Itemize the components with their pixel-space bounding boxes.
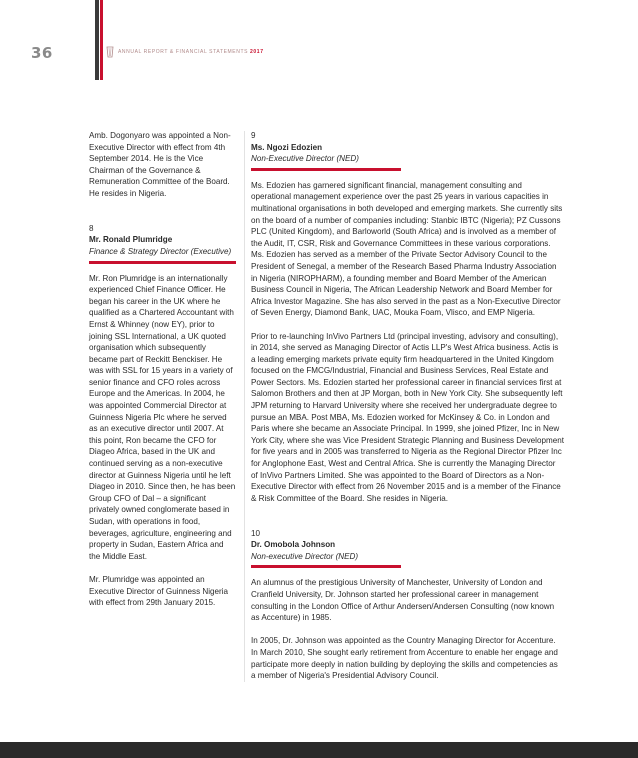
entry-number: 10 <box>251 528 261 538</box>
header-red-bar <box>100 0 103 80</box>
entry-role: Non-executive Director (NED) <box>251 551 359 561</box>
guinness-harp-icon <box>106 46 114 58</box>
entry-name: Mr. Ronald Plumridge <box>89 235 173 245</box>
entry-name: Ms. Ngozi Edozien <box>251 142 323 152</box>
entry-number: 9 <box>251 131 256 140</box>
intro-paragraph: Amb. Dogonyaro was appointed a Non-Executive Director with effect from 4th September 2014. He is the Vice Chairman of the Governance & Remuneration Committee of the Board. He resides in Nigeria. <box>89 131 231 198</box>
entry-role: Non-Executive Director (NED) <box>251 154 359 164</box>
bio-paragraph: An alumnus of the prestigious University of Manchester, University of London and Cranfield University, Dr. Johnson started her professional career in management consulting in the London Office of Arthur Andersen/Andersen Consulting (now known as Accenture) in 1985. <box>251 578 555 623</box>
left-column <box>89 130 237 620</box>
bio-paragraph: In 2005, Dr. Johnson was appointed as the Country Managing Director for Accenture. In March 2010, She sought early retirement from Accenture to enable her engage and participate more deeply in nation building by deploying the skills and competencies as a member of Nigeria's Presidential Advisory Council. <box>251 636 558 681</box>
entry-number: 8 <box>89 223 94 233</box>
header-dark-bar <box>95 0 99 80</box>
footer-bar <box>0 742 638 758</box>
entry-name: Dr. Omobola Johnson <box>251 540 336 550</box>
report-title-text: ANNUAL REPORT & FINANCIAL STATEMENTS <box>118 49 249 55</box>
bio-paragraph: Mr. Plumridge was appointed an Executive Director of Guinness Nigeria with effect from 29th January 2015. <box>89 574 229 608</box>
bio-paragraph: Mr. Ron Plumridge is an internationally experienced Chief Finance Officer. He began his career in the UK where he qualified as a Chartered Accountant with Ernst & Whinney (now EY), prior to joining SSL International, a UK quoted organisation which subsequently became part of Reckitt Benckiser. He was with SSL for 15 years in a variety of senior finance and CFO roles across Europe and the Americas. In 2004, he was appointed Commercial Director at Guinness Nigeria Plc where he served as an executive director until 2007. At this point, Ron became the CFO for Diageo Africa, based in the UK and continued serving as a non-executive director at Guinness Nigeria until he left Diageo in 2010. Since then, he has been Group CFO of Dal – a significant privately owned conglomerate based in Sudan, with operations in food, beverages, agriculture, engineering and property in Sudan, Eastern Africa and the Middle East. <box>89 273 236 561</box>
page-number: 36 <box>31 44 53 62</box>
report-year: 2017 <box>250 49 264 55</box>
bio-paragraph: Ms. Edozien has garnered significant financial, management consulting and operational management experience over the past 25 years in various capacities in multinational organisations in both developed and emerging markets. She currently sits on the board of a number of companies including: Stanbic IBTC (Nigeria); PZ Cussons PLC (United Kingdom), and Barloworld (South Africa) and is involved as a member of the Audit, IT, CSR, Risk and Governance Committees in these various corporations. Ms. Edozien has served as a member of the Private Sector Advisory Council to the President of Senegal, a member of the Research Based Pharma Industry Association in Nigeria (NIROPHARM), a founding member and Board Member of the American Business Council in Nigeria, The African Leadership Network and Board Member for Africa Investor Magazine. She has also served in the past as a Non-Executive Director of Seven Energy, Diamond Bank, UAC, Mouka Foam, Vlisco, and EMP Nigeria. <box>251 180 563 318</box>
entry-role: Finance & Strategy Director (Executive) <box>89 246 232 256</box>
right-column <box>251 130 564 693</box>
red-divider <box>251 565 401 568</box>
report-title <box>118 49 264 55</box>
red-divider <box>251 168 401 171</box>
column-divider <box>244 131 245 682</box>
red-divider <box>89 261 236 264</box>
bio-paragraph: Prior to re-launching InVivo Partners Ltd (principal investing, advisory and consulting), in 2014, she served as Managing Director of Actis LLP's West Africa business. Actis is a leading emerging markets private equity firm headquartered in the United Kingdom focused on the FMCG/Industrial, Financial and Business Services, Real Estate and Power Sectors. Ms. Edozien started her professional career in financial services first at Salomon Brothers and then at JP Morgan, both in New York City. She subsequently left JPM returning to Harvard University where she received her undergraduate degree to pursue an MBA. Post MBA, Ms. Edozien worked for McKinsey & Co. in London and Paris where she became an Associate Principal. In 1999, she joined Pfizer, Inc in New York City, where she was Vice President Strategic Planning and Business Development for five years and in 2005 was transferred to Nigeria as the Regional Director Pfizer Inc for Anglophone East, West and Central Africa. She is currently the Managing Director of InVivo Partners Limited. She was appointed to the Board of Directors as a Non-Executive Director with effect from 26 November 2015 and is a member of the Finance & Risk Committee of the Board. She resides in Nigeria. <box>251 331 564 503</box>
